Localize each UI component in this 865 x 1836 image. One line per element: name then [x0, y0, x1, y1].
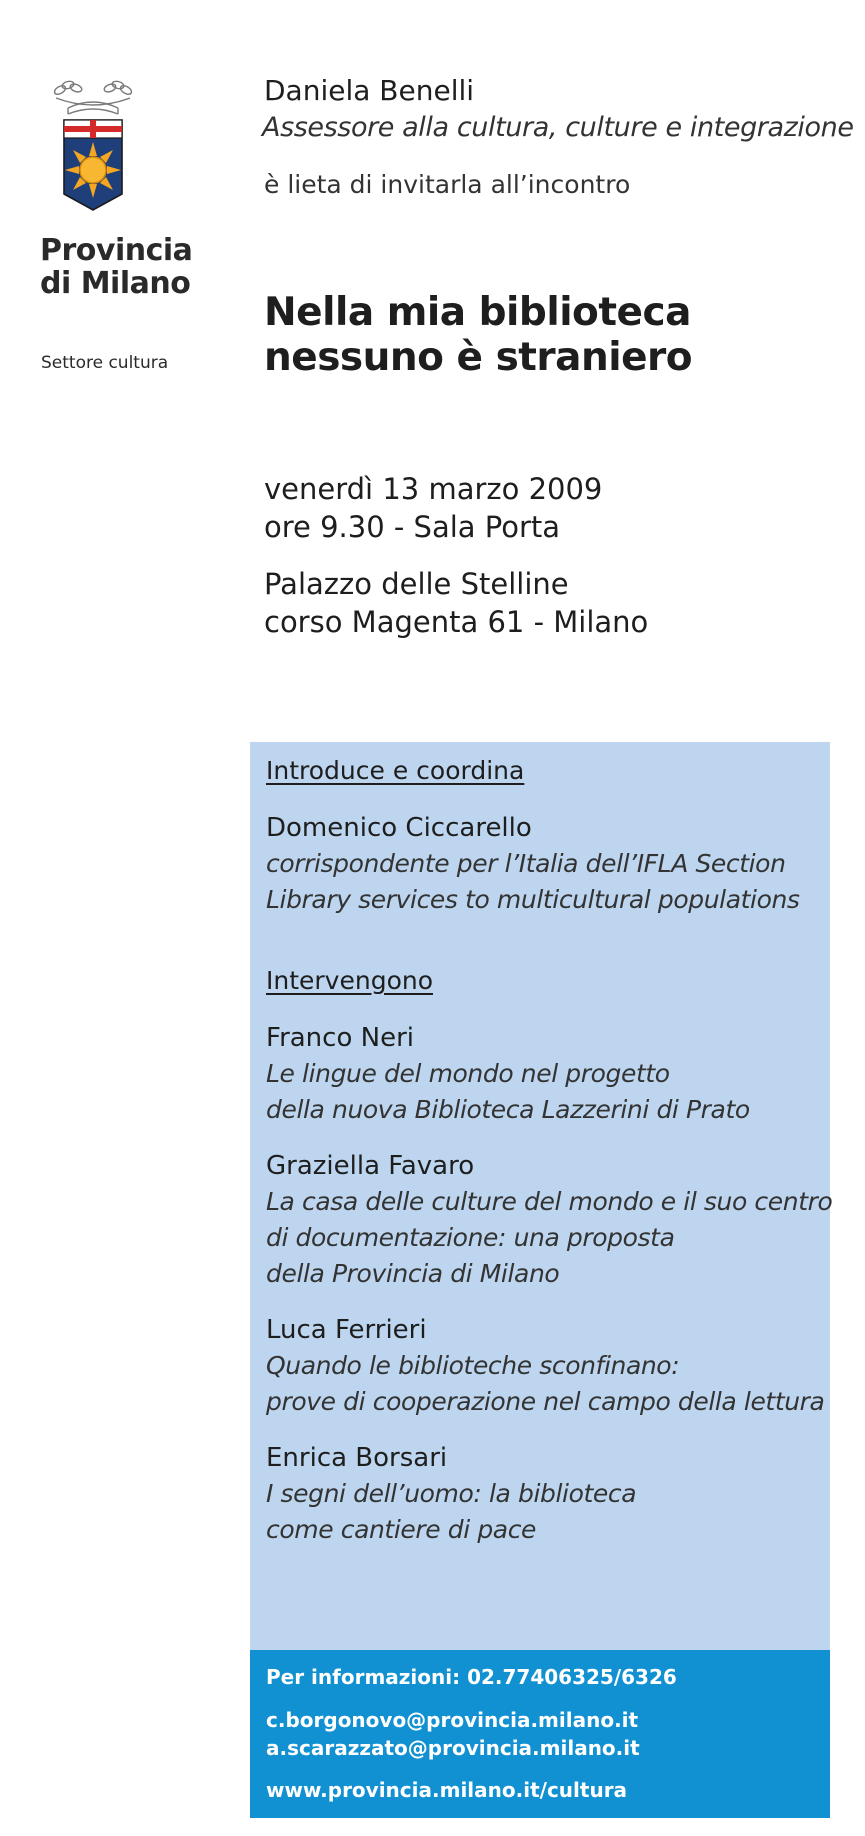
info-phone: Per informazioni: 02.77406325/6326 [266, 1665, 677, 1689]
email-link-1[interactable]: c.borgonovo@provincia.milano.it [266, 1708, 639, 1732]
speaker-name: Enrica Borsari [266, 1443, 448, 1473]
speakers-heading: Intervengono [266, 966, 434, 995]
event-date: venerdì 13 marzo 2009 [264, 472, 603, 506]
speaker-desc-line: Quando le biblioteche sconfinano: [266, 1351, 680, 1380]
provincia-crest-icon [46, 78, 140, 220]
info-panel [250, 1650, 830, 1818]
event-location [264, 565, 648, 641]
brand-line2: di Milano [40, 266, 191, 301]
introduces-heading: Introduce e coordina [266, 756, 525, 785]
speaker-desc [266, 1056, 826, 1128]
provincia-logo-text [40, 234, 192, 300]
coordinator-desc-line2: Library services to multicultural populations [266, 885, 800, 914]
website-link[interactable]: www.provincia.milano.it/cultura [266, 1778, 628, 1802]
speaker-desc-line: Le lingue del mondo nel progetto [266, 1059, 670, 1088]
speaker-desc-line: prove di cooperazione nel campo della lettura [266, 1387, 825, 1416]
speaker-desc-line: della Provincia di Milano [266, 1259, 560, 1288]
speaker-name: Luca Ferrieri [266, 1315, 427, 1345]
speaker-block [266, 1440, 826, 1548]
event-venue: Palazzo delle Stelline [264, 567, 569, 601]
sector-label: Settore cultura [41, 353, 169, 373]
event-title [264, 290, 692, 380]
email-link-2[interactable]: a.scarazzato@provincia.milano.it [266, 1736, 640, 1760]
speaker-desc-line: La casa delle culture del mondo e il suo centro [266, 1187, 833, 1216]
event-time-room: ore 9.30 - Sala Porta [264, 510, 561, 544]
speaker-desc-line: I segni dell’uomo: la biblioteca [266, 1479, 637, 1508]
coordinator-desc-line1: corrispondente per l’Italia dell’IFLA Section [266, 849, 786, 878]
speaker-desc-line: di documentazione: una proposta [266, 1223, 675, 1252]
event-address: corso Magenta 61 - Milano [264, 605, 649, 639]
title-line1: Nella mia biblioteca [264, 290, 691, 335]
event-datetime [264, 470, 602, 546]
speaker-desc [266, 1476, 826, 1548]
coordinator-name: Domenico Ciccarello [266, 813, 532, 843]
coordinator-desc [266, 846, 826, 918]
host-name: Daniela Benelli [264, 74, 475, 107]
program-panel [250, 742, 833, 1650]
speaker-block [266, 1312, 826, 1420]
speaker-desc-line: della nuova Biblioteca Lazzerini di Prato [266, 1095, 750, 1124]
speaker-block [266, 1020, 826, 1128]
speaker-name: Graziella Favaro [266, 1151, 475, 1181]
invite-text: è lieta di invitarla all’incontro [264, 170, 631, 199]
info-emails [266, 1706, 677, 1762]
title-line2: nessuno è straniero [264, 335, 693, 380]
brand-line1: Provincia [40, 233, 193, 268]
speaker-desc [266, 1348, 826, 1420]
speaker-desc [266, 1184, 833, 1292]
speaker-name: Franco Neri [266, 1023, 414, 1053]
host-role: Assessore alla cultura, culture e integrazione [262, 112, 854, 143]
coordinator-block [266, 810, 826, 918]
speaker-block [266, 1148, 833, 1292]
speaker-desc-line: come cantiere di pace [266, 1515, 537, 1544]
